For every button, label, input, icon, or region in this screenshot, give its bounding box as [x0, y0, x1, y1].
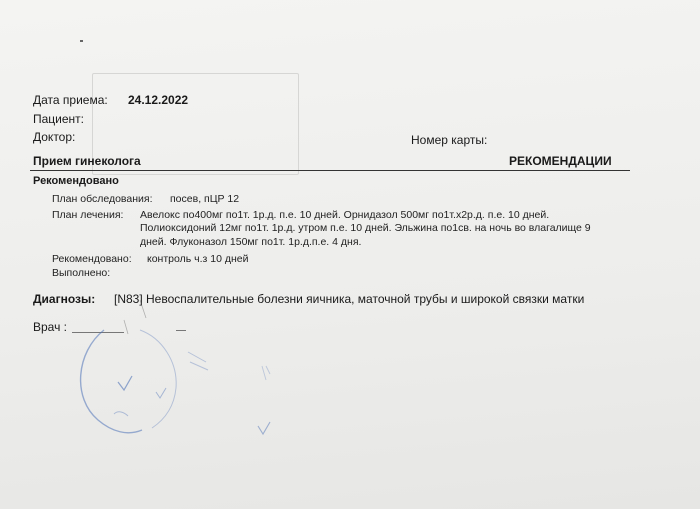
treatment-line: Полиоксидоний 12мг по1т. 1р.д. утром п.е. 10 дней. Эльжина по1св. на ночь во влагалище 9: [140, 222, 591, 234]
signature-scribble: [124, 300, 146, 334]
check-mark: [258, 422, 270, 434]
check-mark: [156, 388, 166, 398]
stamp-mark: [188, 352, 208, 370]
doctor-label: Доктор:: [33, 130, 76, 144]
treatment-plan-label: План лечения:: [52, 209, 124, 221]
doctor-signature-label: Врач :: [33, 320, 68, 334]
section-title: Прием гинеколога: [33, 154, 141, 168]
card-number-label: Номер карты:: [411, 133, 488, 147]
treatment-line: дней. Флуконазол 150мг по1т. 1р.д.п.е. 4 дня.: [140, 236, 362, 248]
recommendations-title: РЕКОМЕНДАЦИИ: [509, 154, 612, 168]
check-mark: [118, 376, 132, 390]
treatment-line: Авелокс по400мг по1т. 1р.д. п.е. 10 дней. Орнидазол 500мг по1т.х2р.д. п.е. 10 дней.: [140, 209, 550, 221]
exam-plan-value: посев, пЦР 12: [170, 193, 240, 205]
visit-date-label: Дата приема:: [33, 93, 108, 107]
visit-date-value: 24.12.2022: [128, 93, 189, 107]
recommended-label: Рекомендовано:: [52, 253, 132, 265]
paper-speck: [80, 40, 83, 42]
stamp-text-fragment: [114, 412, 128, 416]
recommended-value: контроль ч.з 10 дней: [147, 253, 249, 265]
done-label: Выполнено:: [52, 267, 111, 279]
stamp-arc: [81, 330, 142, 433]
patient-label: Пациент:: [33, 112, 85, 126]
stamp-arc-right: [140, 330, 176, 428]
diagnosis-label: Диагнозы:: [33, 292, 96, 306]
stamp-mark: [262, 366, 270, 380]
exam-plan-label: План обследования:: [52, 193, 153, 205]
diagnosis-value: [N83] Невоспалительные болезни яичника, маточной трубы и широкой связки матки: [114, 292, 585, 306]
recommended-heading: Рекомендовано: [33, 175, 119, 187]
